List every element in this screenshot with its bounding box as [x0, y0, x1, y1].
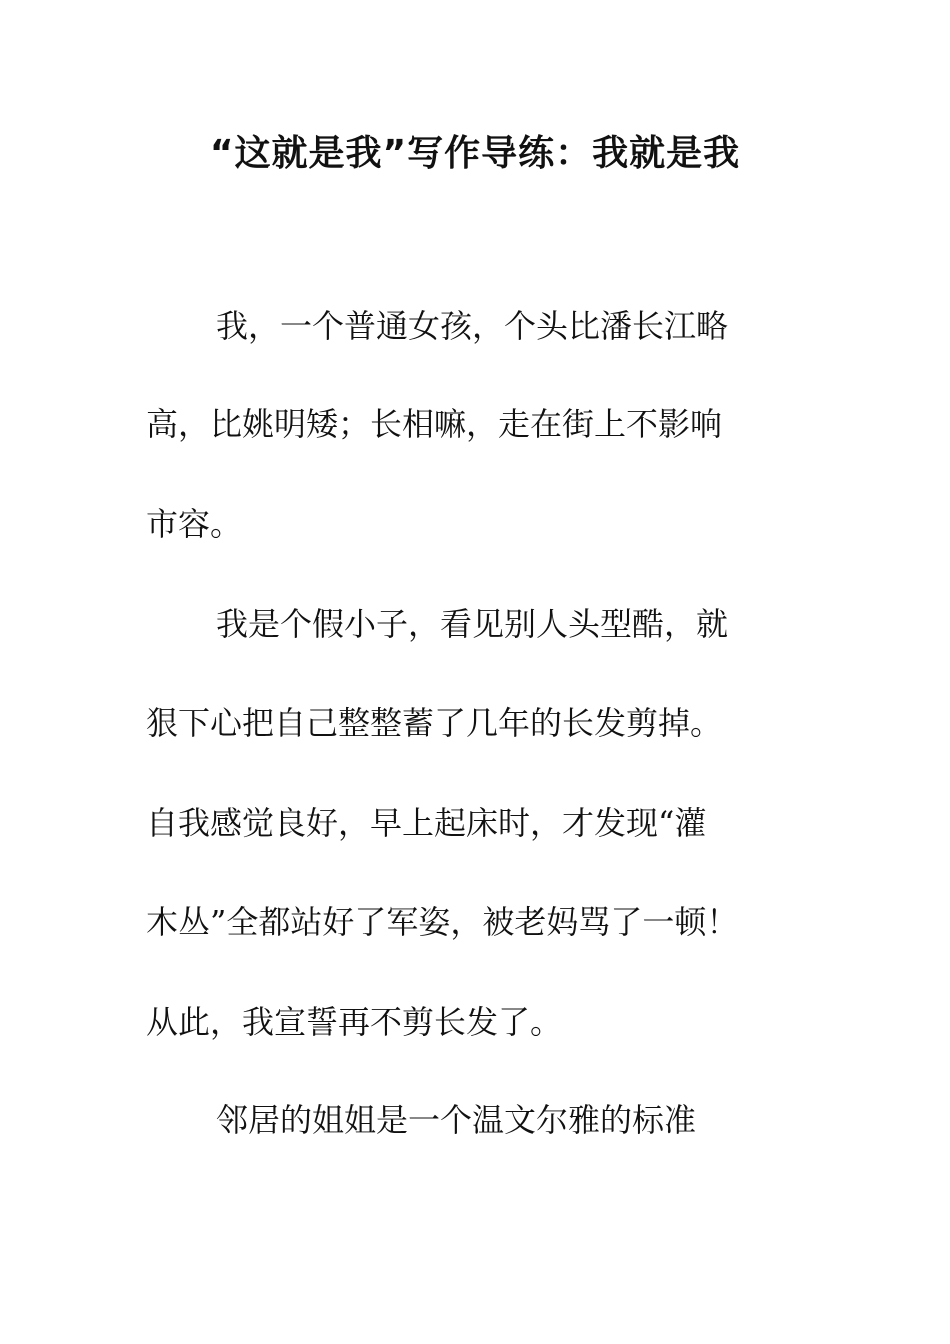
- paragraph-1-line-1: 我，一个普通女孩，个头比潘长江略: [216, 307, 729, 345]
- paragraph-1-line-3: 市容。: [146, 505, 243, 543]
- paragraph-3-line-1: 邻居的姐姐是一个温文尔雅的标准: [216, 1101, 697, 1139]
- paragraph-2-line-2: 狠下心把自己整整蓄了几年的长发剪掉。: [146, 704, 723, 742]
- paragraph-1-line-2: 高，比姚明矮；长相嘛，走在街上不影响: [146, 405, 723, 443]
- document-title: “这就是我”写作导练：我就是我: [209, 133, 741, 174]
- paragraph-2-line-1: 我是个假小子，看见别人头型酷，就: [216, 605, 729, 643]
- paragraph-2-line-4: 木丛”全都站好了军姿，被老妈骂了一顿！: [146, 903, 739, 941]
- paragraph-2-line-3: 自我感觉良好，早上起床时，才发现“灌: [146, 804, 707, 842]
- paragraph-2-line-5: 从此，我宣誓再不剪长发了。: [146, 1003, 563, 1041]
